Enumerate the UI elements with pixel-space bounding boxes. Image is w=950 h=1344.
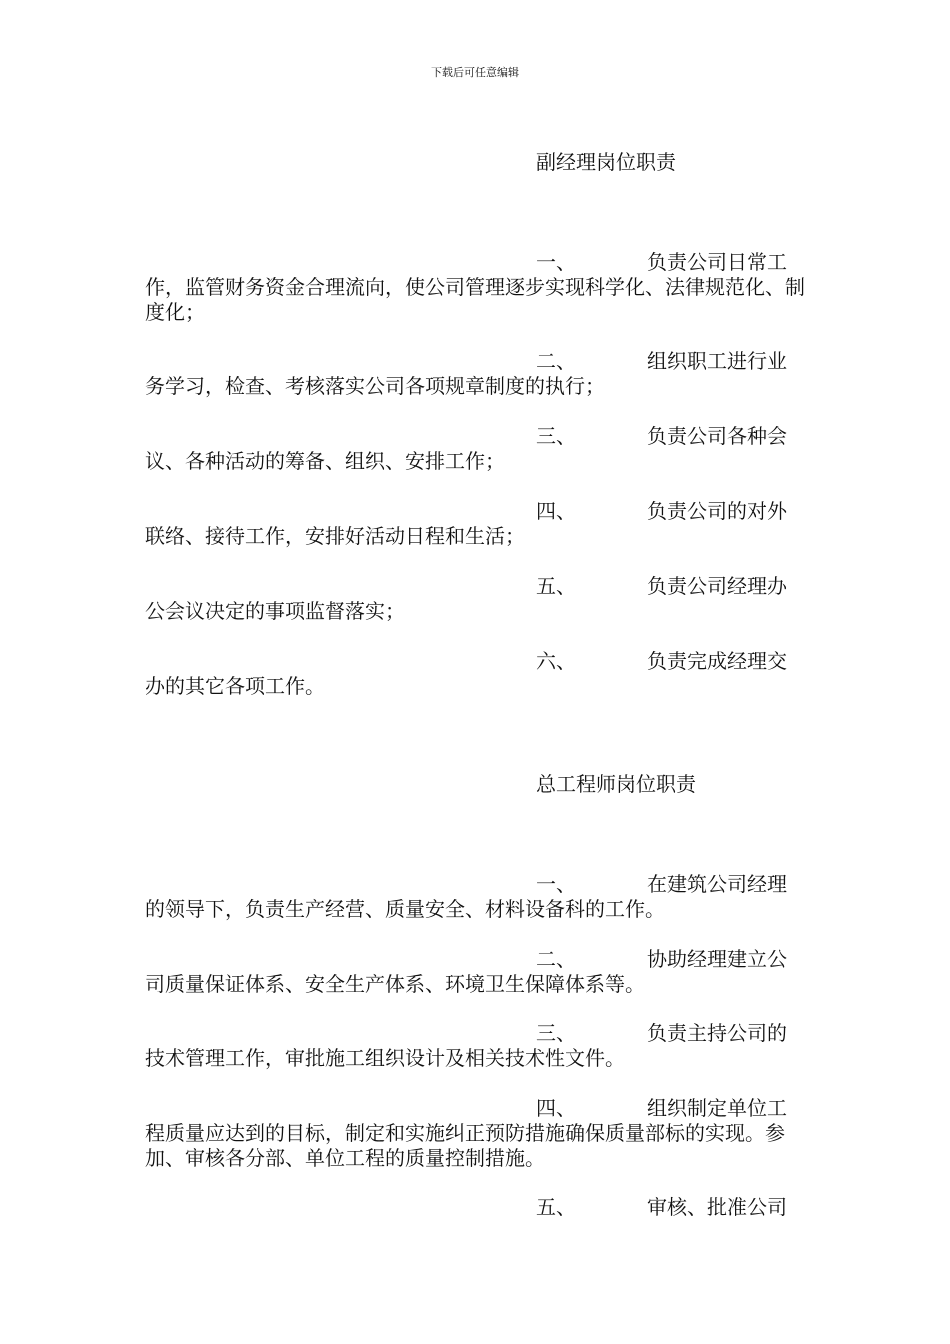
item-number: 五、 [536,574,576,598]
item-text: 公会议决定的事项监督落实； [145,599,405,623]
item-text: 程质量应达到的目标，制定和实施纠正预防措施确保质量部标的实现。参加、审核各分部、单位工程的质量控制措施。 [145,1121,785,1170]
item-lead-text: 组织职工进行业 [647,349,787,373]
item-text: 议、各种活动的筹备、组织、安排工作； [145,449,505,473]
item-lead-text: 负责完成经理交 [647,649,787,673]
list-item [145,1021,810,1071]
list-item [145,1195,810,1220]
list-item [145,349,810,399]
list-item [145,649,810,699]
item-number: 五、 [536,1195,576,1219]
item-number: 四、 [536,499,576,523]
item-number: 三、 [536,424,576,448]
item-lead-text: 审核、批准公司 [647,1195,787,1219]
list-item [145,424,810,474]
item-text: 务学习，检查、考核落实公司各项规章制度的执行； [145,374,605,398]
item-lead-text: 协助经理建立公 [647,947,787,971]
item-number: 六、 [536,649,576,673]
item-lead-text: 负责主持公司的 [647,1021,787,1045]
item-number: 三、 [536,1021,576,1045]
list-item [145,1096,810,1171]
item-text: 作，监管财务资金合理流向，使公司管理逐步实现科学化、法律规范化、制度化； [145,275,805,324]
page-header: 下载后可任意编辑 [431,66,519,79]
item-number: 二、 [536,349,576,373]
item-lead-text: 负责公司各种会 [647,424,787,448]
item-text: 司质量保证体系、安全生产体系、环境卫生保障体系等。 [145,972,645,996]
item-number: 一、 [536,250,576,274]
item-number: 二、 [536,947,576,971]
list-item [145,499,810,549]
list-item [145,872,810,922]
item-lead-text: 组织制定单位工 [647,1096,787,1120]
item-lead-text: 负责公司的对外 [647,499,787,523]
item-lead-text: 负责公司日常工 [647,250,787,274]
list-item [145,947,810,997]
item-text: 的领导下，负责生产经营、质量安全、材料设备科的工作。 [145,897,665,921]
list-item [145,574,810,624]
section-title-deputy-manager: 副经理岗位职责 [536,150,676,174]
item-lead-text: 负责公司经理办 [647,574,787,598]
item-number: 四、 [536,1096,576,1120]
item-lead-text: 在建筑公司经理 [647,872,787,896]
section-title-chief-engineer: 总工程师岗位职责 [536,772,696,796]
item-text: 办的其它各项工作。 [145,674,325,698]
list-item [145,250,810,325]
item-number: 一、 [536,872,576,896]
item-text: 技术管理工作，审批施工组织设计及相关技术性文件。 [145,1046,625,1070]
item-text: 联络、接待工作，安排好活动日程和生活； [145,524,525,548]
